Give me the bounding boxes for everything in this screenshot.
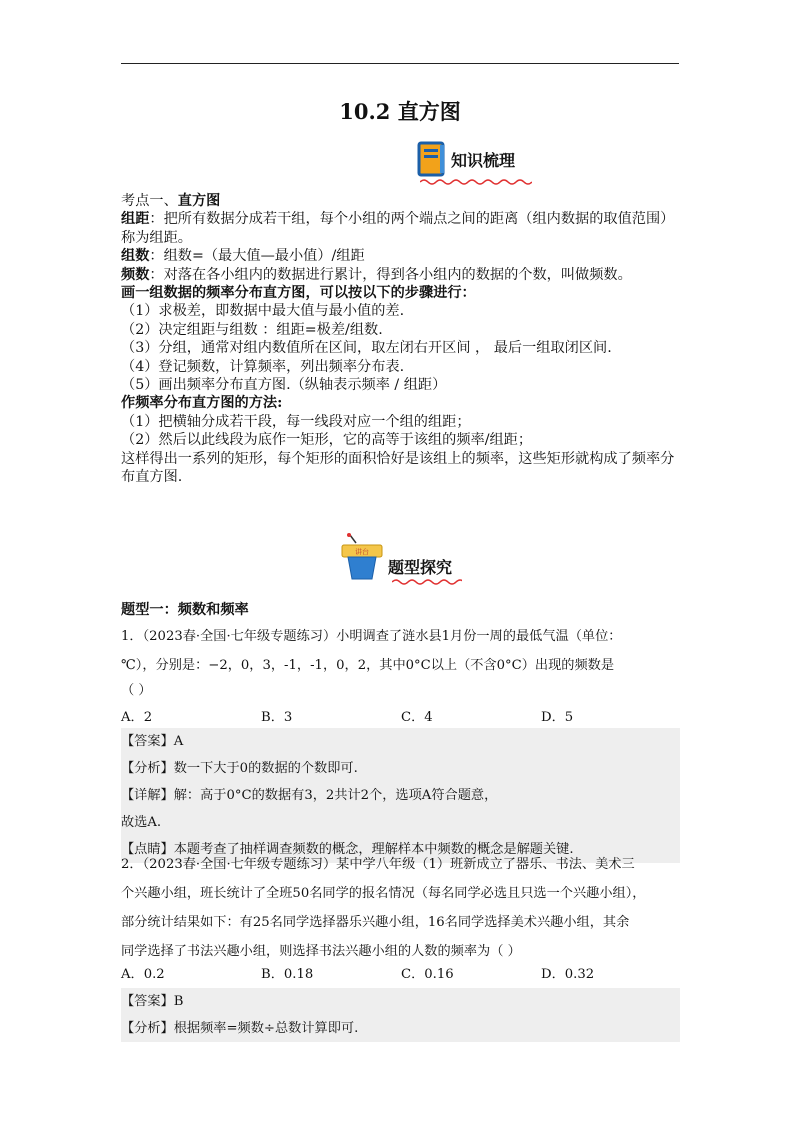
question-line: （ ）	[121, 683, 152, 698]
option-c: C．4	[401, 710, 433, 725]
question-line: 个兴趣小组，班长统计了全班50名同学的报名情况（每名同学必选且只选一个兴趣小组），	[121, 886, 646, 901]
pinshu-term: 频数	[121, 266, 150, 283]
type1-heading: 题型一：频数和频率	[121, 602, 249, 618]
question-2	[121, 850, 681, 966]
pinshu-text: ：对落在各小组内的数据进行累计，得到各小组内的数据的个数，叫做频数。	[149, 266, 632, 283]
question-line: 同学选择了书法兴趣小组，则选择书法兴趣小组的人数的频率为（ ）	[121, 944, 521, 959]
point1-heading	[121, 192, 681, 210]
zuju-paragraph	[121, 210, 681, 247]
analysis-line: 【分析】数一下大于0的数据的个数即可.	[121, 761, 358, 776]
knowledge-banner	[417, 141, 515, 177]
pinshu-paragraph	[121, 266, 681, 284]
q2-options	[121, 963, 681, 982]
q1-options	[121, 706, 681, 725]
step-line: （5）画出频率分布直方图.（纵轴表示频率 / 组距）	[121, 377, 447, 394]
option-b: B．3	[261, 710, 293, 725]
steps-heading: 画一组数据的频率分布直方图，可以按以下的步骤进行：	[121, 285, 476, 302]
method-line: 这样得出一系列的矩形，每个矩形的面积恰好是该组上的频率，这些矩形就构成了频率分布直方图.	[121, 450, 675, 486]
zuju-term: 组距	[121, 211, 150, 228]
wavy-underline	[392, 578, 462, 586]
question-1	[121, 622, 681, 702]
podium-label: 讲台	[355, 548, 369, 556]
method-line: （1）把横轴分成若干段，每一线段对应一个组的组距；	[121, 413, 471, 430]
zushu-text: ：组数=（最大值—最小值）/组距	[149, 248, 365, 265]
option-d: D．0.32	[541, 967, 595, 982]
question-line: 2．（2023春·全国·七年级专题练习）某中学八年级（1）班新成立了器乐、书法、美术三	[121, 857, 635, 872]
method-line: （2）然后以此线段为底作一矩形，它的高等于该组的频率/组距；	[121, 432, 533, 449]
question-line: ℃），分别是：−2，0，3，-1，-1，0，2，其中0°C以上（不含0°C）出现的频数是	[121, 658, 615, 673]
point1-prefix: 考点一、	[121, 193, 178, 209]
analysis-line: 【分析】根据频率=频数÷总数计算即可.	[121, 1021, 359, 1036]
method-heading: 作频率分布直方图的方法:	[121, 395, 283, 412]
option-c: C．0.16	[401, 967, 454, 982]
q1-answer-block	[121, 728, 680, 863]
comment-line: 【点睛】本题考查了抽样调查频数的概念，理解样本中频数的概念是解题关键.	[121, 842, 574, 857]
wavy-underline	[420, 178, 532, 186]
podium-icon	[340, 533, 384, 581]
detail-line: 故选A.	[121, 815, 162, 830]
book-icon	[417, 141, 447, 177]
page-title: 10.2 直方图	[339, 99, 461, 124]
question-line: 1．（2023春·全国·七年级专题练习）小明调查了涟水县1月份一周的最低气温（单位：	[121, 629, 622, 644]
option-d: D．5	[541, 710, 574, 725]
zushu-paragraph	[121, 247, 681, 265]
step-line: （4）登记频数，计算频率，列出频率分布表.	[121, 358, 405, 375]
step-line: （2）决定组距与组数 ：组距=极差/组数.	[121, 321, 383, 338]
option-a: A．2	[121, 710, 153, 725]
zushu-term: 组数	[121, 248, 150, 265]
question-line: 部分统计结果如下：有25名同学选择器乐兴趣小组，16名同学选择美术兴趣小组，其余	[121, 915, 630, 930]
explore-banner	[340, 533, 452, 581]
knowledge-section	[121, 192, 681, 487]
point1-title: 直方图	[177, 193, 221, 209]
answer-line: 【答案】B	[121, 994, 184, 1009]
explore-banner-text: 题型探究	[388, 557, 453, 577]
detail-line: 【详解】解：高于0°C的数据有3，2共计2个，选项A符合题意，	[121, 788, 498, 803]
option-b: B．0.18	[261, 967, 314, 982]
step-line: （3）分组，通常对组内数值所在区间，取左闭右开区间 ， 最后一组取闭区间.	[121, 340, 612, 357]
knowledge-banner-text: 知识梳理	[451, 150, 516, 170]
answer-line: 【答案】A	[121, 734, 184, 749]
header-rule	[121, 63, 679, 64]
zuju-text: ：把所有数据分成若干组，每个小组的两个端点之间的距离（组内数据的取值范围）称为组距。	[121, 211, 675, 246]
step-line: （1）求极差，即数据中最大值与最小值的差.	[121, 303, 405, 320]
option-a: A．0.2	[121, 967, 165, 982]
q2-answer-block	[121, 988, 680, 1042]
